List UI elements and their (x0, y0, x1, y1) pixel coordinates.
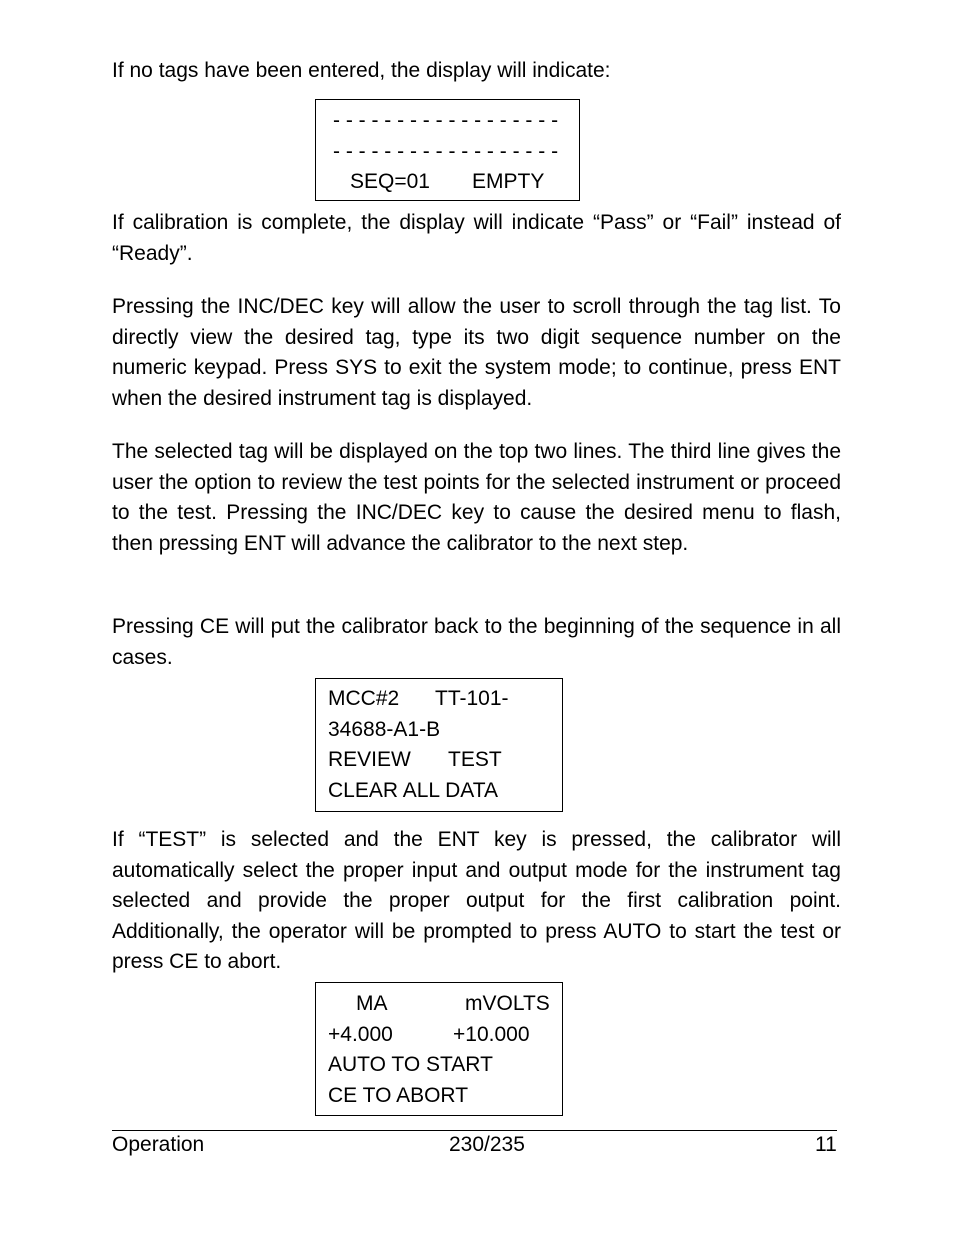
display-status-value: EMPTY (471, 170, 545, 193)
intro-paragraph: If no tags have been entered, the display will indicate: (112, 59, 611, 82)
display-seq-line (333, 167, 579, 198)
test-selected-paragraph: If “TEST” is selected and the ENT key is pressed, the calibrator will automatically select the proper input and output mode for the instrument tag selected and provide the proper output for the first calibration point. Additionally, the operator will be prompted to press AUTO to start the test or press CE to abort. (112, 828, 841, 973)
display-review-option: REVIEW (328, 748, 411, 771)
display-unit-ma: MA (356, 992, 388, 1015)
footer-section: Operation (112, 1133, 205, 1156)
display-test-option: TEST (448, 748, 502, 771)
display-tag-id: TT-101- (435, 687, 509, 710)
footer-page-number: 11 (815, 1133, 837, 1156)
calibration-status-paragraph: If calibration is complete, the display will indicate “Pass” or “Fail” instead of “Ready”. (112, 211, 841, 265)
display-mcc: MCC#2 (328, 687, 400, 710)
display-test-box (315, 982, 563, 1116)
footer-model: 230/235 (449, 1133, 525, 1156)
display-dash-line-1: - - - - - - - - - - - - - - - - - - (333, 109, 559, 132)
display-unit-mvolts: mVOLTS (465, 992, 550, 1015)
display-units-line (328, 989, 562, 1020)
display-seq-value: SEQ=01 (350, 170, 430, 193)
display-tag-line-3 (328, 745, 562, 776)
display-tag-line-1 (328, 684, 562, 715)
display-tag-line-2: 34688-A1-B (328, 717, 441, 741)
display-empty-box (315, 99, 580, 201)
display-ce-abort: CE TO ABORT (328, 1083, 469, 1107)
display-auto-start: AUTO TO START (328, 1053, 493, 1076)
display-dash-line-2: - - - - - - - - - - - - - - - - - - (333, 139, 559, 163)
selected-tag-paragraph: The selected tag will be displayed on the top two lines. The third line gives the user the option to review the test points for the selected instrument or proceed to the test. Pressing the INC/DEC key to cause the desired menu to flash, then pressing ENT will advance the calibrator to the next step. (112, 440, 841, 555)
display-clear-all: CLEAR ALL DATA (328, 778, 499, 802)
ce-paragraph: Pressing CE will put the calibrator back to the beginning of the sequence in all cases. (112, 615, 841, 669)
display-values-line (328, 1020, 562, 1051)
display-value-mvolts: +10.000 (453, 1022, 530, 1046)
inc-dec-paragraph: Pressing the INC/DEC key will allow the user to scroll through the tag list. To directly view the desired tag, type its two digit sequence number on the numeric keypad. Press SYS to exit the system mode; to continue, press ENT when the desired instrument tag is displayed. (112, 295, 841, 410)
display-value-ma: +4.000 (328, 1022, 393, 1046)
display-tag-box (315, 678, 563, 812)
